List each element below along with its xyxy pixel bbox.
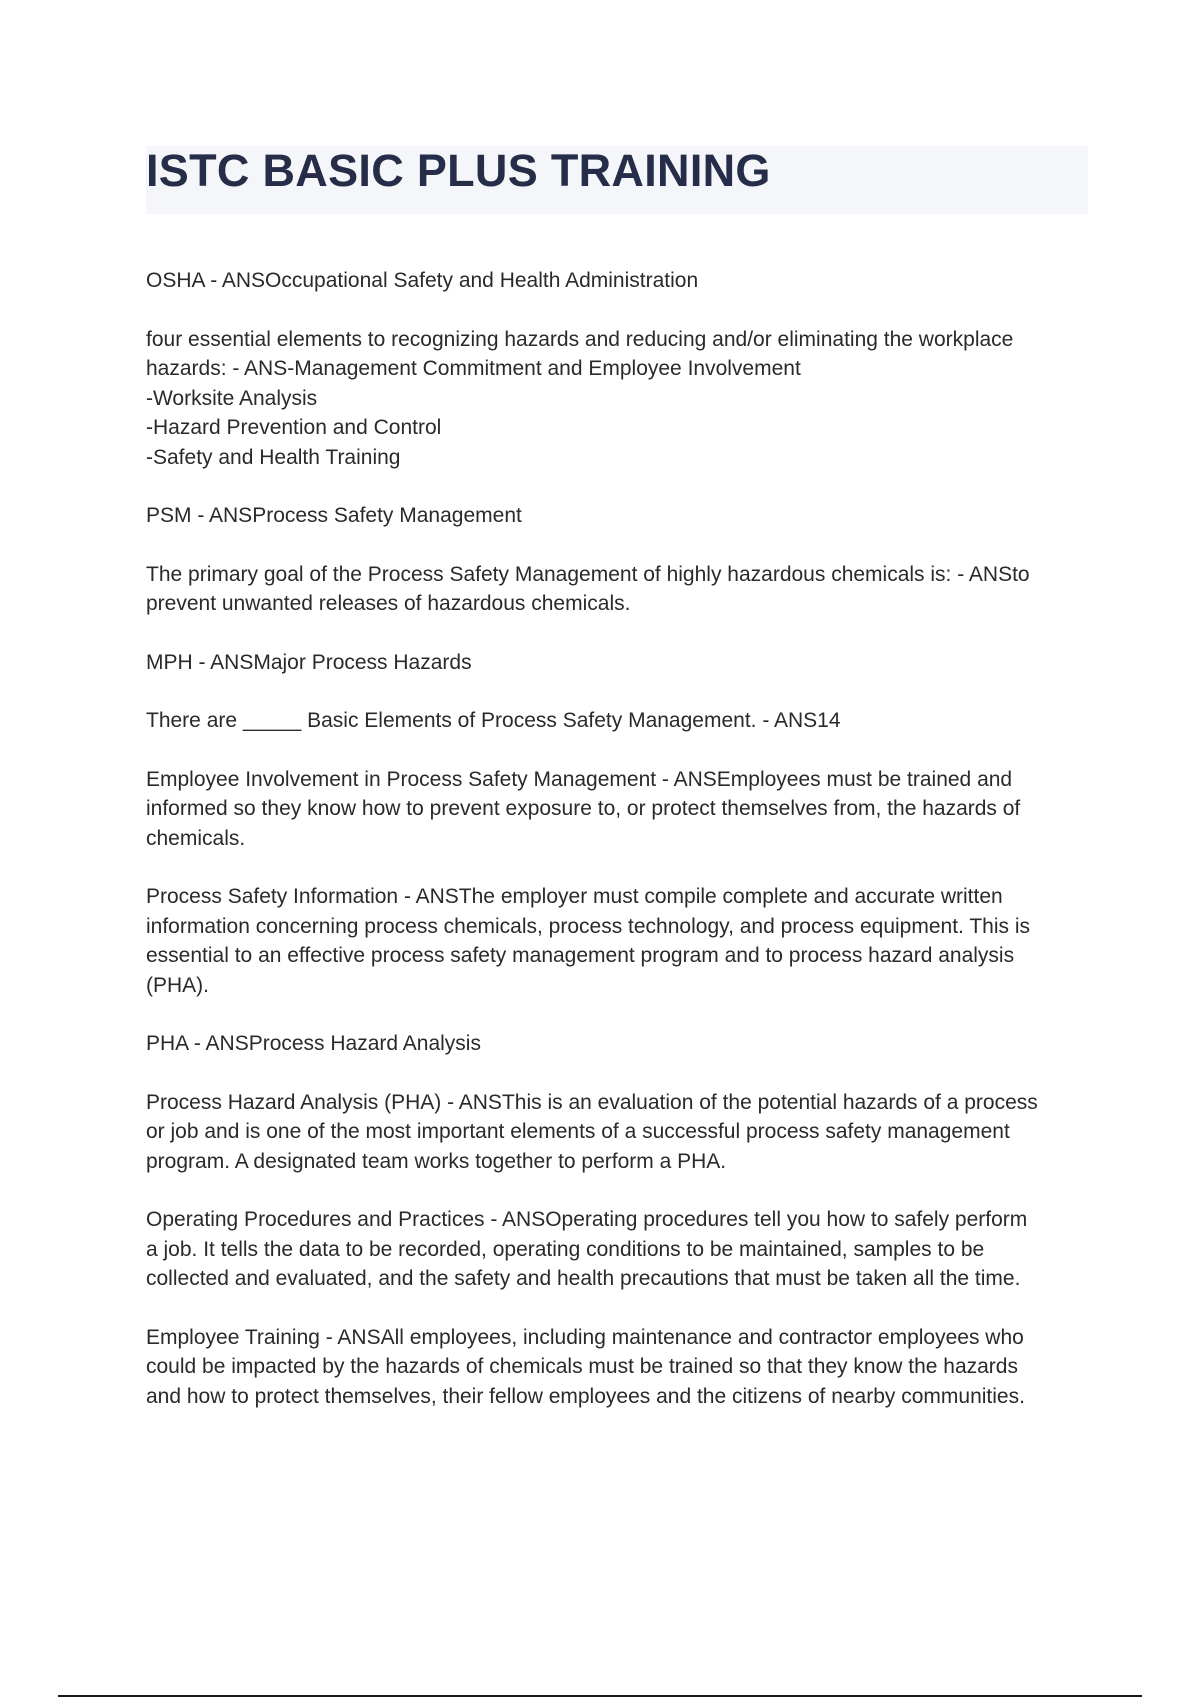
qa-entry: Employee Involvement in Process Safety Management - ANSEmployees must be trained and informed so they know how to prevent exposure to, or protect themselves from, the hazards of chemicals. (146, 767, 1021, 850)
document-body (146, 266, 1096, 1440)
qa-entry: Employee Training - ANSAll employees, including maintenance and contractor employees who could be impacted by the hazards of chemicals must be trained so that they know the hazards and how to protect themselves, their fellow employees and the citizens of nearby communities. (146, 1325, 1025, 1408)
qa-entry: Process Hazard Analysis (PHA) - ANSThis is an evaluation of the potential hazards of a process or job and is one of the most important elements of a successful process safety management program. A designated team works together to perform a PHA. (146, 1090, 1038, 1173)
qa-entry: There are _____ Basic Elements of Process Safety Management. - ANS14 (146, 709, 841, 732)
qa-entry: OSHA - ANSOccupational Safety and Health Administration (146, 269, 699, 292)
qa-entry: Process Safety Information - ANSThe employer must compile complete and accurate written information concerning process chemicals, process technology, and process equipment. This is essential to an effective process safety management program and to process hazard analysis (PHA). (146, 885, 1030, 997)
qa-entry: MPH - ANSMajor Process Hazards (146, 650, 472, 674)
qa-entry: PHA - ANSProcess Hazard Analysis (146, 1032, 481, 1055)
qa-entry: The primary goal of the Process Safety Management of highly hazardous chemicals is: - ANSto prevent unwanted releases of hazardous chemicals. (146, 562, 1030, 615)
page-bottom-rule (58, 1695, 1142, 1697)
document-title: ISTC BASIC PLUS TRAINING (146, 145, 771, 196)
qa-entry: Operating Procedures and Practices - ANSOperating procedures tell you how to safely perform a job. It tells the data to be recorded, operating conditions to be maintained, samples to be collected and evaluated, and the safety and health precautions that must be taken all the time. (146, 1208, 1028, 1290)
qa-entry: four essential elements to recognizing hazards and reducing and/or eliminating the workplace hazards: - ANS-Management Commitment and Employee Involvement -Worksite Analysis -Hazard Prevention and Control -Safety and Health Training (146, 327, 1014, 469)
qa-entry: PSM - ANSProcess Safety Management (146, 504, 522, 527)
